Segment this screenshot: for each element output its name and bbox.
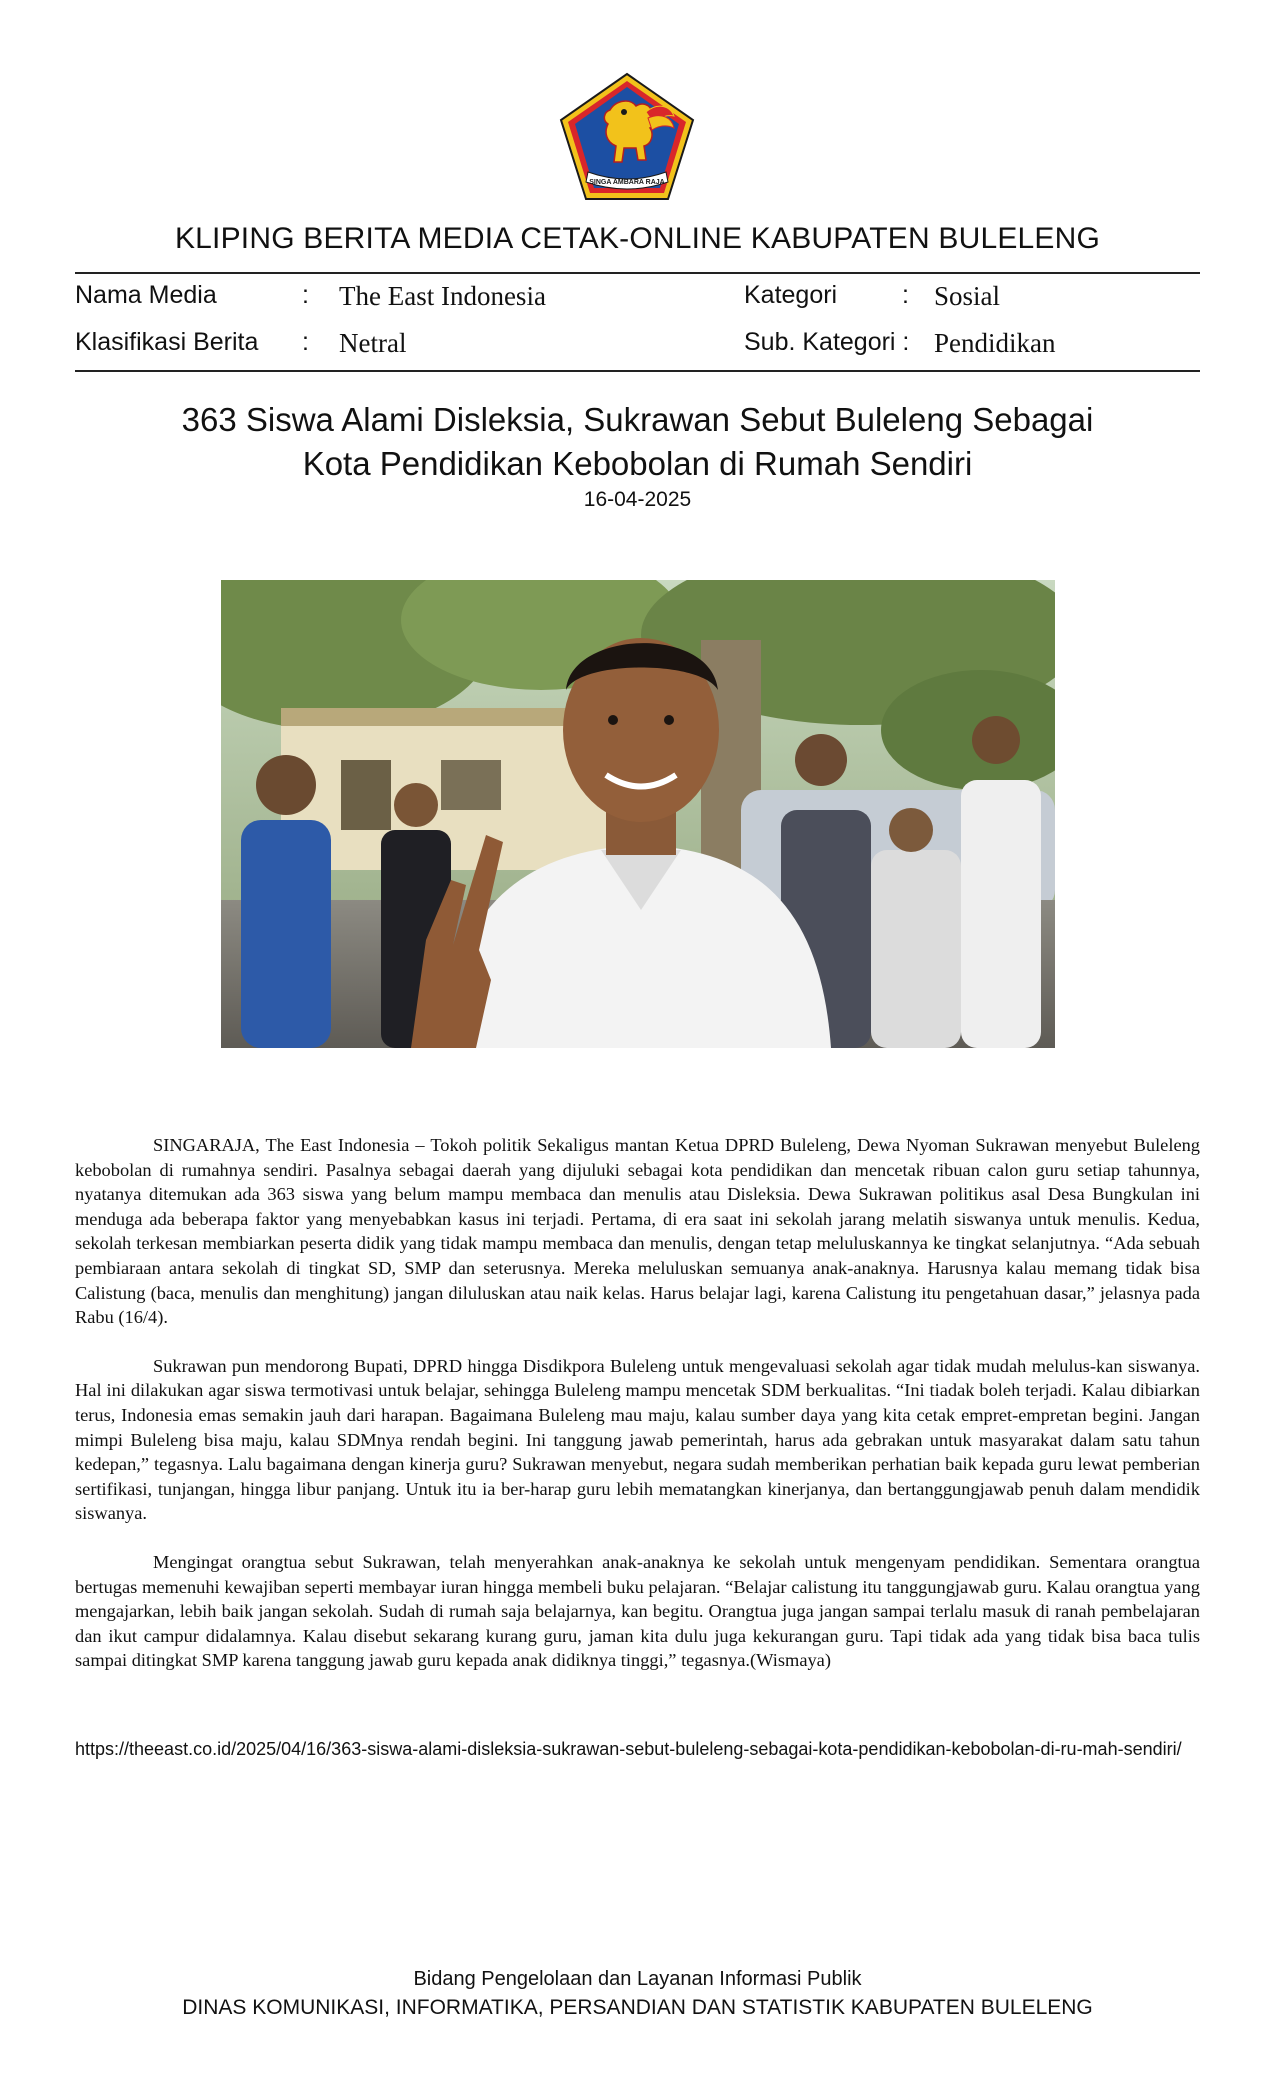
kategori-colon: : <box>902 281 909 309</box>
document-header-title: KLIPING BERITA MEDIA CETAK-ONLINE KABUPATEN BULELENG <box>174 222 1101 255</box>
header-divider-bottom <box>75 370 1200 372</box>
footer-line-1: Bidang Pengelolaan dan Layanan Informasi Publik <box>413 1968 862 1990</box>
article-title-line-1: 363 Siswa Alami Disleksia, Sukrawan Sebut Buleleng Sebagai <box>181 401 1094 438</box>
media-label: Nama Media <box>75 281 217 309</box>
article-paragraph: Mengingat orangtua sebut Sukrawan, telah menyerahkan anak-anaknya ke sekolah untuk mengenyam pendidikan. Sementara orangtua bertugas memenuhi kewajiban seperti membayar iuran hingga membeli buku pelajaran. “Belajar calistung itu tanggungjawab guru. Kalau orangtua yang mengajarkan, lebih baik jangan sekolah. Sudah di rumah saja belajarnya, kan begitu. Orangtua juga jangan sampai terlalu masuk di ranah pembelajaran dan ikut campur didalamnya. Kalau disebut sekarang kurang guru, jaman kita dulu juga kekurangan guru. Tapi tidak ada yang tidak bisa baca tulis sampai ditingkat SMP karena tanggung jawab guru kepada anak didiknya tinggi,” tegasnya.(Wismaya) <box>75 1551 1200 1671</box>
article-body <box>75 1133 1200 1697</box>
singa-ambara-raja-logo-icon <box>558 72 696 202</box>
kategori-value: Sosial <box>934 281 1001 311</box>
media-value: The East Indonesia <box>339 281 546 311</box>
article-title <box>75 398 1200 486</box>
klasifikasi-colon: : <box>302 328 309 356</box>
klasifikasi-label: Klasifikasi Berita <box>75 328 259 356</box>
footer-line-2: DINAS KOMUNIKASI, INFORMATIKA, PERSANDIAN DAN STATISTIK KABUPATEN BULELENG <box>182 1996 1093 2019</box>
article-paragraph: Sukrawan pun mendorong Bupati, DPRD hingga Disdikpora Buleleng untuk mengevaluasi sekolah agar tidak mudah melulus-kan siswanya. Hal ini dilakukan agar siswa termotivasi untuk belajar, sehingga Buleleng mampu mencetak SDM berkualitas. “Ini tiadak boleh terjadi. Kalau dibiarkan terus, Indonesia emas semakin jauh dari harapan. Bagaimana Buleleng mau maju, kalau sumber daya yang kita cetak empret-empretan begini. Jangan mimpi Buleleng bisa maju, kalau SDMnya rendah begini. Ini tanggung jawab pemerintah, harus ada gebrakan untuk masyarakat dalam satu tahun kedepan,” tegasnya. Lalu bagaimana dengan kinerja guru? Sukrawan menyebut, negara sudah memberikan perhatian baik kepada guru lewat pemberian sertifikasi, tunjangan, hingga libur panjang. Untuk itu ia ber-harap guru lebih mematangkan kinerjanya, dan bertanggungjawab penuh dalam mendidik siswanya. <box>75 1355 1200 1524</box>
article-paragraph: SINGARAJA, The East Indonesia – Tokoh politik Sekaligus mantan Ketua DPRD Buleleng, Dewa Nyoman Sukrawan menyebut Buleleng kebobolan di rumahnya sendiri. Pasalnya sebagai daerah yang dijuluki sebagai kota pendidikan dan mencetak ribuan calon guru setiap tahunnya, nyatanya ditemukan ada 363 siswa yang belum mampu membaca dan menulis atau Disleksia. Dewa Sukrawan politikus asal Desa Bungkulan ini menduga ada beberapa faktor yang menyebabkan kasus ini terjadi. Pertama, di era saat ini sekolah jarang melatih siswanya untuk menulis. Kedua, sekolah terkesan membiarkan peserta didik yang tidak mampu membaca dan menulis, dengan tetap meluluskannya ke tingkat selanjutnya. “Ada sebuah pembiaraan antara sekolah di tingkat SD, SMP dan seterusnya. Mereka meluluskan semuanya anak-anaknya. Harusnya kalau memang tidak bisa Calistung (baca, menulis dan menghitung) jangan diluluskan atau naik kelas. Harus belajar lagi, karena Calistung itu pengetahuan dasar,” jelasnya pada Rabu (16/4). <box>75 1135 1200 1328</box>
source-link[interactable]: https://theeast.co.id/2025/04/16/363-siswa-alami-disleksia-sukrawan-sebut-buleleng-sebagai-kota-pendidikan-kebobolan-di-ru-mah-sendiri/ <box>75 1739 1182 1759</box>
subkategori-label: Sub. Kategori : <box>744 328 910 356</box>
page-footer <box>75 1965 1200 2023</box>
kategori-label: Kategori <box>744 281 838 309</box>
header-divider-top <box>75 272 1200 274</box>
article-title-line-2: Kota Pendidikan Kebobolan di Rumah Sendiri <box>302 445 973 482</box>
svg-text:SINGA AMBARA RAJA: SINGA AMBARA RAJA <box>589 179 665 186</box>
news-photo-icon <box>221 580 1055 1048</box>
klasifikasi-value: Netral <box>339 328 407 358</box>
article-date: 16-04-2025 <box>583 488 692 511</box>
subkategori-value: Pendidikan <box>934 328 1056 358</box>
media-colon: : <box>302 281 309 309</box>
